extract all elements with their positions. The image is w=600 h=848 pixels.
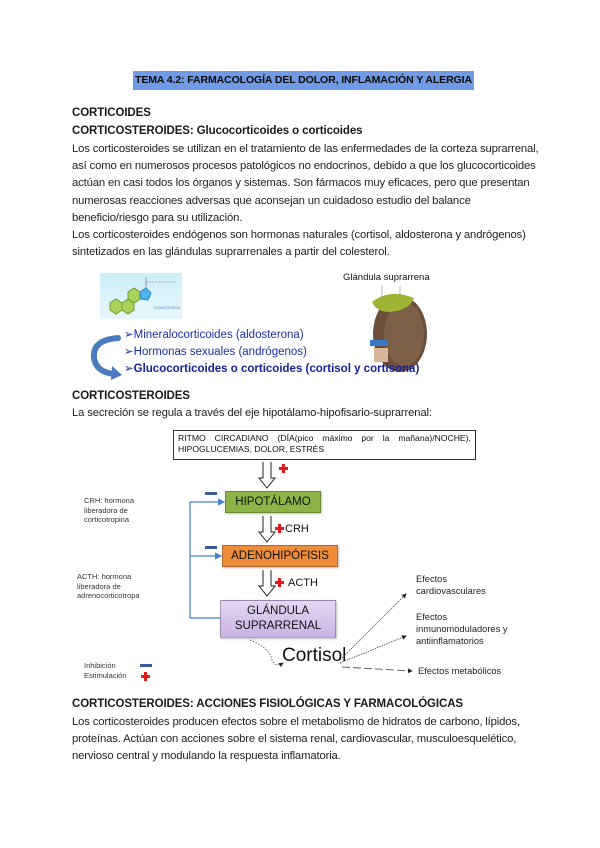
paragraph-line: actúan en casi todos los órganos y sistemas. Son fármacos muy eficaces, pero que presentan xyxy=(72,177,530,190)
arrow-to-metabolic xyxy=(342,667,412,671)
trigger-line-2: HIPOGLUCEMIAS, DOLOR, ESTRÉS xyxy=(178,444,325,454)
crh-label: CRH xyxy=(285,523,309,535)
paragraph-line: Los corticosteroides producen efectos sobre el metabolismo de hidratos de carbono, lípidos, xyxy=(72,716,520,728)
effect-line: Efectos xyxy=(416,612,448,622)
cholesterol-structure-icon xyxy=(100,273,182,319)
paragraph-line: beneficio/riesgo para su utilización. xyxy=(72,211,243,224)
effect-line: antiinflamatorios xyxy=(416,636,484,646)
cortisol-label: Cortisol xyxy=(282,645,347,666)
note-line: liberadora de xyxy=(84,505,128,515)
paragraph-line: La secreción se regula a través del eje hipotálamo-hipofisario-suprarrenal: xyxy=(72,407,432,419)
negative-feedback-line xyxy=(190,502,224,618)
effect-line: Efectos xyxy=(416,574,448,584)
legend-inhibition-label: Inhibición xyxy=(84,661,116,670)
node-adenohipofisis: ADENOHIPÓFISIS xyxy=(222,545,338,567)
paragraph-line: Los corticosteroides se utilizan en el tratamiento de las enfermedades de la corteza suprarrenal, xyxy=(72,143,539,155)
list-item: ➢Mineralocorticoides (aldosterona) xyxy=(124,329,304,341)
trigger-factors-box xyxy=(173,430,476,460)
paragraph-line: Los corticosteroides endógenos son hormonas naturales (cortisol, aldosterona y andrógenos) xyxy=(72,229,526,242)
effect-line: cardiovasculares xyxy=(416,586,486,596)
cortisol-secretion-arrow xyxy=(250,640,283,665)
cholesterol-molecule-image xyxy=(100,273,182,319)
paragraph-line: nervioso central y modulando la respuesta inflamatoria. xyxy=(72,750,341,763)
word: mañana)/NOCHE), xyxy=(398,433,471,443)
word: máximo xyxy=(322,433,353,443)
legend-stimulation-label: Estimulación xyxy=(84,671,127,680)
paragraph-line: así como en numerosos procesos patológicos no endocrinos, debido a que los glucocorticoides xyxy=(72,160,536,173)
regulation-intro xyxy=(72,405,542,422)
trigger-line-1 xyxy=(178,433,471,444)
corticosteroid-types-list xyxy=(124,327,419,378)
down-arrow-icon xyxy=(259,462,275,596)
word: la xyxy=(382,433,390,443)
effect-inmunomodulador xyxy=(416,611,507,647)
word: RITMO xyxy=(178,433,206,443)
word: CIRCADIANO xyxy=(214,433,269,443)
acth-label: ACTH xyxy=(288,577,318,589)
acth-note xyxy=(77,572,140,601)
list-item: ➢Hormonas sexuales (andrógenos) xyxy=(124,346,307,358)
section-subheading-corticosteroides: CORTICOSTEROIDES: Glucocorticoides o corticoides xyxy=(72,125,363,137)
page-title: TEMA 4.2: FARMACOLOGÍA DEL DOLOR, INFLAMACIÓN Y ALERGIA xyxy=(133,71,474,90)
section-heading-actions: CORTICOSTEROIDES: ACCIONES FISIOLÓGICAS Y FARMACOLÓGICAS xyxy=(72,698,463,710)
inhibition-minus-icon xyxy=(140,492,217,667)
arrow-to-cardio xyxy=(340,594,406,660)
note-line: adrenocorticotropa xyxy=(77,591,140,600)
effect-metabolic: Efectos metabólicos xyxy=(418,666,502,676)
note-line: corticotropina xyxy=(84,515,130,524)
arrow-to-inmuno xyxy=(340,636,406,663)
node-label-line: GLÁNDULA xyxy=(247,605,309,617)
effect-line: inmunomoduladores y xyxy=(416,624,508,634)
section-heading-corticoides: CORTICOIDES xyxy=(72,107,151,119)
crh-note xyxy=(84,496,134,525)
node-hipotalamo: HIPOTÁLAMO xyxy=(225,491,321,513)
paragraph-line: sintetizados en las glándulas suprarrenales a partir del colesterol. xyxy=(72,246,390,259)
note-line: ACTH: hormona xyxy=(77,572,132,581)
section-heading-regulation: CORTICOSTEROIDES xyxy=(72,390,190,402)
word: por xyxy=(361,433,374,443)
corticoides-paragraph xyxy=(72,141,542,261)
word: (DÍA(pico xyxy=(277,433,314,443)
svg-text:COLESTEROL: COLESTEROL xyxy=(154,305,181,310)
curved-arrow-icon xyxy=(88,332,122,380)
list-item: ➢Glucocorticoides o corticoides (cortisol y cortisona) xyxy=(124,363,420,375)
paragraph-line: proteínas. Actúan con acciones sobre el sistema renal, cardiovascular, musculoesquelético, xyxy=(72,733,517,746)
node-glandula-suprarrenal xyxy=(220,600,336,638)
gland-caption: Glándula suprarrena xyxy=(343,272,430,283)
effect-cardiovascular xyxy=(416,573,486,597)
actions-paragraph xyxy=(72,714,542,766)
note-line: CRH: hormona xyxy=(84,496,135,505)
node-label-line: SUPRARRENAL xyxy=(234,620,322,632)
note-line: liberadora de xyxy=(77,581,121,591)
paragraph-line: numerosas reacciones adversas que aconsejan un cuidadoso estudio del balance xyxy=(72,194,471,207)
